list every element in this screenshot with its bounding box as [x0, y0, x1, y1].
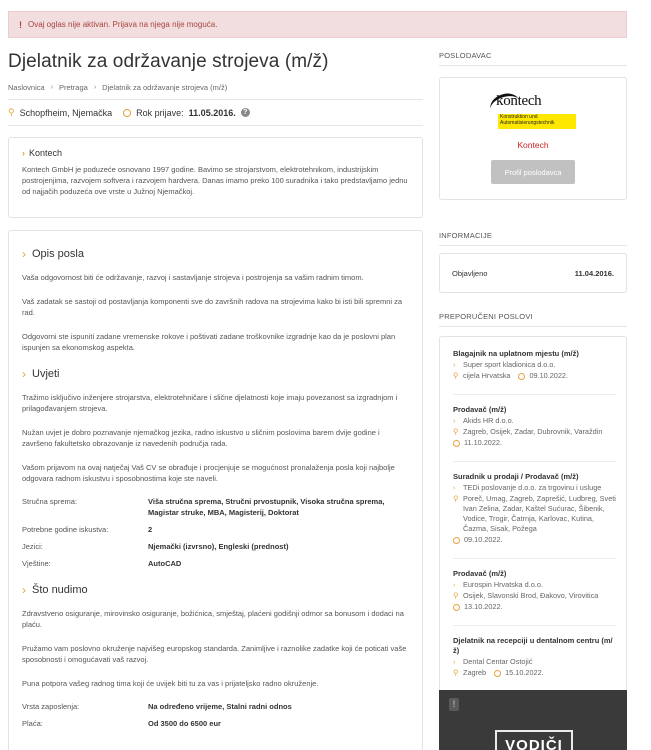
chevron-right-icon: ›	[93, 84, 97, 91]
breadcrumb	[8, 83, 423, 92]
logo-subtitle: Konstruktion und Automatisierungstechnik	[500, 114, 555, 126]
job-title[interactable]: Prodavač (m/ž)	[453, 569, 507, 578]
paragraph: Zdravstveno osiguranje, mirovinsko osiguranje, božićnica, smještaj, plaćeni godišnji odmor sa bonusom i dodaci na plaću.	[22, 609, 404, 629]
job-company: Dental Centar Ostojić	[463, 657, 533, 666]
breadcrumb-current: Djelatnik za održavanje strojeva (m/ž)	[102, 83, 228, 92]
paragraph: Vašom prijavom na ovaj natječaj Vaš CV se obrađuje i procjenjuje se mogućnost pronalaženja posla koji najbolje odgovara radnom iskustvu i sposobnostima koje ste naveli.	[22, 463, 395, 483]
job-meta	[8, 107, 423, 118]
clock-icon	[494, 670, 501, 677]
recommended-jobs-card	[439, 336, 627, 709]
breadcrumb-search[interactable]: Pretraga	[59, 83, 88, 92]
clock-icon	[518, 373, 525, 380]
deadline-date: 11.05.2016.	[188, 107, 236, 118]
table-row	[22, 496, 408, 524]
recommended-job[interactable]	[453, 349, 616, 381]
job-location: Schopfheim, Njemačka	[19, 107, 113, 118]
location-pin-icon: ⚲	[8, 107, 15, 117]
clock-icon	[453, 537, 460, 544]
employer-name[interactable]: Kontech	[517, 140, 549, 150]
employer-card	[439, 77, 627, 200]
job-title[interactable]: Suradnik u prodaji / Prodavač (m/ž)	[453, 472, 579, 481]
paragraph: Nužan uvjet je dobro poznavanje njemačkog jezika, radno iskustvo u sličnim poslovima barem dvije godine i završeno fakultetsko obrazovanje iz navedenih područja rada.	[22, 428, 380, 448]
job-date: 09.10.2022.	[464, 535, 503, 544]
guides-banner-label: VODIČI	[495, 730, 573, 750]
job-date: 09.10.2022.	[529, 371, 569, 380]
job-company: TEDi poslovanje d.o.o. za trgovinu i usluge	[463, 483, 602, 492]
detail-value: Njemački (izvrsno), Engleski (prednost)	[148, 542, 289, 551]
detail-label: Vještine:	[22, 559, 51, 568]
published-date: 11.04.2016.	[574, 268, 614, 278]
clock-icon	[123, 109, 131, 117]
job-location: cijela Hrvatska	[463, 371, 511, 380]
chevron-right-icon: ›	[22, 367, 26, 381]
section-title: Uvjeti	[32, 368, 60, 380]
job-location: Poreč, Umag, Zagreb, Zaprešić, Ludbreg, Sveti Ivan Zelina, Zadar, Kaštel Sućurac, Šibenik, Vodice, Trogir, Čatrnja, Karlovac, Kutina, Čazma, Sisak, Požega	[463, 494, 616, 533]
section-heading-opis	[22, 247, 409, 261]
page-title: Djelatnik za održavanje strojeva (m/ž)	[8, 51, 329, 72]
info-heading: INFORMACIJE	[439, 231, 493, 240]
job-date: 15.10.2022.	[505, 668, 544, 677]
deadline-label: Rok prijave:	[136, 107, 184, 118]
employer-logo[interactable]	[490, 92, 576, 132]
job-date: 13.10.2022.	[464, 602, 503, 611]
job-description-card	[8, 230, 423, 750]
table-row	[22, 718, 408, 735]
detail-label: Jezici:	[22, 542, 43, 551]
job-date: 11.10.2022.	[464, 438, 503, 447]
detail-value: 2	[148, 525, 153, 534]
paragraph: Tražimo isključivo inženjere strojarstva, elektrotehničare i slične djelatnosti koje imaju povezanost sa izgradnjom i prilagođavanjem strojeva.	[22, 393, 398, 413]
logo-wordmark: kontech	[496, 93, 542, 109]
detail-label: Potrebne godine iskustva:	[22, 525, 109, 534]
table-row	[22, 558, 408, 575]
chevron-right-icon: ›	[453, 483, 456, 492]
job-location: Osijek, Slavonski Brod, Đakovo, Virovitica	[463, 591, 599, 600]
chevron-right-icon: ›	[50, 84, 54, 91]
job-main	[8, 44, 423, 750]
employer-heading: POSLODAVAC	[439, 51, 492, 60]
paragraph: Odgovorni ste ispuniti zadane vremenske rokove i poštivati zadane troškovnike izgradnje kao da je poslovni plan ispunjen sa ekonomskog aspekta.	[22, 332, 396, 352]
job-title[interactable]: Prodavač (m/ž)	[453, 405, 507, 414]
clock-icon	[453, 604, 460, 611]
offer-table	[22, 701, 408, 735]
recommended-job[interactable]	[453, 472, 616, 545]
job-company: Eurospin Hrvatska d.o.o.	[463, 580, 543, 589]
help-icon[interactable]: ?	[241, 108, 250, 117]
detail-value: Na određeno vrijeme, Stalni radni odnos	[148, 702, 292, 711]
alert-text: Ovaj oglas nije aktivan. Prijava na njega nije moguća.	[28, 20, 218, 29]
paragraph: Vaš zadatak se sastoji od postavljanja komponenti sve do završnih radova na strojevima kako bi isti bili spremni za rad.	[22, 297, 403, 317]
recommended-job[interactable]	[453, 636, 616, 678]
location-pin-icon: ⚲	[453, 427, 459, 436]
job-location: Zagreb, Osijek, Zadar, Dubrovnik, Varaždin	[463, 427, 603, 436]
paragraph: Puna potpora vašeg radnog tima koji će uvijek biti tu za vas i prijateljsko radno okruženje.	[22, 679, 319, 688]
section-title: Opis posla	[32, 248, 84, 260]
table-row	[22, 541, 408, 558]
company-name: Kontech	[29, 148, 63, 158]
location-pin-icon: ⚲	[453, 591, 459, 600]
detail-value: AutoCAD	[148, 559, 182, 568]
published-label: Objavljeno	[452, 268, 488, 278]
detail-label: Stručna sprema:	[22, 497, 78, 506]
location-pin-icon: ⚲	[453, 371, 459, 380]
chevron-right-icon: ›	[453, 657, 456, 666]
job-company: Super sport kladionica d.o.o.	[463, 360, 556, 369]
info-card	[439, 253, 627, 293]
inactive-alert	[8, 11, 627, 38]
recommended-job[interactable]	[453, 569, 616, 612]
table-row	[22, 524, 408, 541]
guides-banner[interactable]	[439, 690, 627, 750]
location-pin-icon: ⚲	[453, 494, 459, 503]
job-company: Akids HR d.o.o.	[463, 416, 514, 425]
detail-label: Plaća:	[22, 719, 43, 728]
chevron-right-icon: ›	[453, 580, 456, 589]
location-pin-icon: ⚲	[453, 668, 459, 677]
job-title[interactable]: Blagajnik na uplatnom mjestu (m/ž)	[453, 349, 579, 358]
company-card	[8, 137, 423, 218]
exclamation-icon: !	[19, 19, 22, 30]
section-heading-uvjeti	[22, 367, 409, 381]
company-heading[interactable]	[22, 148, 409, 158]
job-title[interactable]: Djelatnik na recepciji u dentalnom centru (m/ž)	[453, 636, 613, 655]
chevron-right-icon: ›	[22, 247, 26, 261]
clock-icon	[453, 440, 460, 447]
recommended-job[interactable]	[453, 405, 616, 448]
paragraph: Pružamo vam poslovno okruženje najvišeg europskog standarda. Zanimljive i raznolike zadatke koji će poticati vaše sposobnosti i omogućavati vaš razvoj.	[22, 644, 407, 664]
detail-label: Vrsta zaposlenja:	[22, 702, 80, 711]
company-description: Kontech GmbH je poduzeće osnovano 1997 godine. Bavimo se strojarstvom, elektrotehnikom, industrijskim postrojenjima, razvojem softvera i razvojem hardvera. Danas imamo preko 100 suradnika i tako predstavljamo jednu od najjačih poduzeća ove vrste u Južnoj Njemačkoj.	[22, 165, 408, 196]
chevron-right-icon: ›	[22, 583, 26, 597]
recommended-heading: PREPORUČENI POSLOVI	[439, 312, 533, 321]
chevron-right-icon: ›	[22, 148, 25, 158]
detail-value: Viša stručna sprema, Stručni prvostupnik, Visoka stručna sprema, Magistar struke, MBA, Magisterij, Doktorat	[148, 497, 385, 517]
detail-value: Od 3500 do 6500 eur	[148, 719, 221, 728]
employer-profile-button[interactable]: Profil poslodavca	[491, 160, 575, 184]
job-location: Zagreb	[463, 668, 487, 677]
chevron-right-icon: ›	[453, 360, 456, 369]
breadcrumb-home[interactable]: Naslovnica	[8, 83, 45, 92]
chevron-right-icon: ›	[453, 416, 456, 425]
paragraph: Vaša odgovornost biti će održavanje, razvoj i sastavljanje strojeva i postrojenja sa vašim radnim timom.	[22, 273, 364, 282]
section-heading-nudimo	[22, 583, 409, 597]
exclamation-icon: !	[449, 698, 459, 711]
table-row	[22, 701, 408, 718]
requirements-table	[22, 496, 408, 575]
sidebar	[439, 44, 627, 709]
section-title: Što nudimo	[32, 584, 88, 596]
